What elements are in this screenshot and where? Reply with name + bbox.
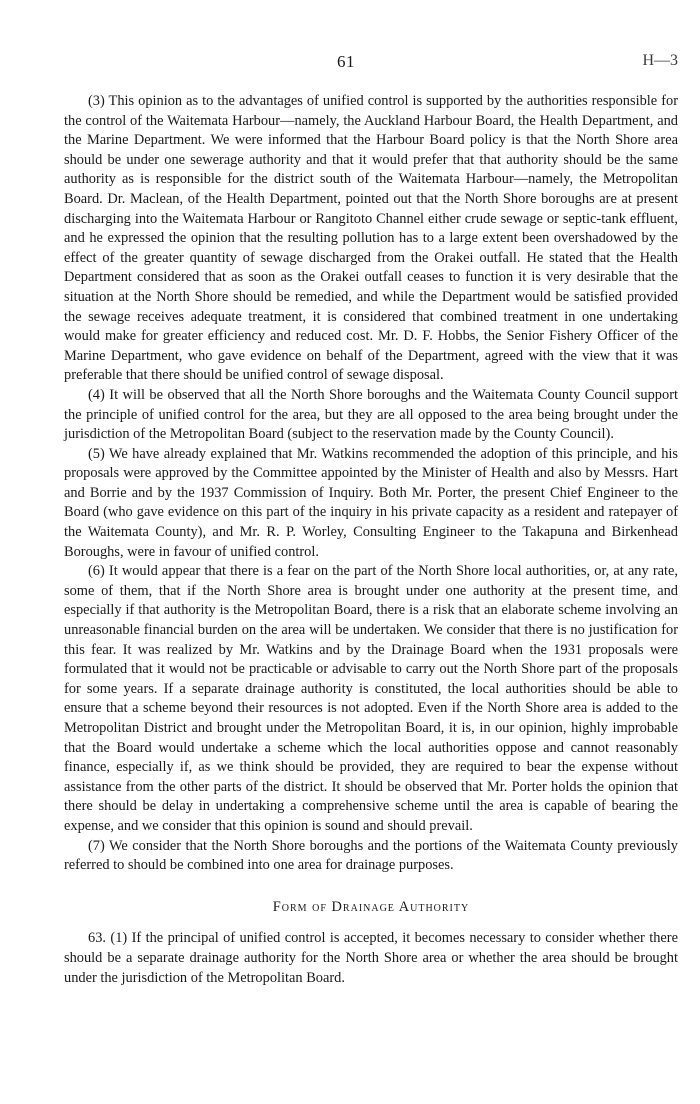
document-reference: H—3 (642, 52, 678, 69)
page-number: 61 (337, 52, 355, 71)
page-header (0, 52, 700, 72)
paragraph-3: (3) This opinion as to the advantages of unified control is supported by the authorities responsible for the control of the Waitemata Harbour—namely, the Auckland Harbour Board, the Health Department, and the Marine Department. We were informed that the Harbour Board policy is that the North Shore area should be under one sewerage authority and that it would prefer that that authority should be the same authority as is responsible for the district south of the Waitemata Harbour—namely, the Metropolitan Board. Dr. Maclean, of the Health Department, pointed out that the North Shore boroughs are at present discharging into the Waitemata Harbour or Rangitoto Channel either crude sewage or septic-tank effluent, and he expressed the opinion that the resulting pollution has to a large extent been overshadowed by the effect of the greater quantity of sewage discharged from the Orakei outfall. He stated that the Health Department considered that as soon as the Orakei outfall ceases to function it is very desirable that the situation at the North Shore should be remedied, and while the Department would be satisfied provided the sewage receives adequate treatment, it is considered that combined treatment in one undertaking would make for greater efficiency and reduced cost. Mr. D. F. Hobbs, the Senior Fishery Officer of the Marine Department, who gave evidence on behalf of the Department, agreed with the view that it was preferable that there should be unified control of sewage disposal. (64, 93, 678, 384)
section-heading: Form of Drainage Authority (272, 898, 470, 915)
paragraph-5: (5) We have already explained that Mr. Watkins recommended the adoption of this principle, and his proposals were approved by the Committee appointed by the Minister of Health and also by Messrs. Hart and Borrie and by the 1937 Commission of Inquiry. Both Mr. Porter, the present Chief Engineer to the Board (who gave evidence on this part of the inquiry in his private capacity as a resident and ratepayer of the Waitemata County), and Mr. R. P. Worley, Consulting Engineer to the Takapuna and Birkenhead Boroughs, were in favour of unified control. (64, 445, 678, 560)
paragraph-63-1: 63. (1) If the principal of unified control is accepted, it becomes necessary to consider whether there should be a separate drainage authority for the North Shore area or whether the area should be brought under the jurisdiction of the Metropolitan Board. (64, 930, 678, 986)
paragraph-6: (6) It would appear that there is a fear on the part of the North Shore local authorities, or, at any rate, some of them, that if the North Shore area is brought under one authority at the present time, and especially if that authority is the Metropolitan Board, there is a risk that an elaborate scheme involving an unreasonable financial burden on the area will be undertaken. We consider that there is no justification for this fear. It was realized by Mr. Watkins and by the Drainage Board when the 1931 proposals were formulated that it would not be practicable or advisable to carry out the North Shore part of the proposals for some years. If a separate drainage authority is constituted, the local authorities should be able to ensure that a scheme beyond their resources is not adopted. Even if the North Shore area is added to the Metropolitan District and brought under the Metropolitan Board, it is, in our opinion, highly improbable that the Board would undertake a scheme which the local authorities oppose and cannot reasonably finance, especially if, as we think should be provided, they are required to bear the expense without assistance from the other parts of the district. It should be observed that Mr. Porter holds the opinion that there should be delay in undertaking a comprehensive scheme until the area is capable of bearing the expense, and we consider that this opinion is sound and should prevail. (64, 563, 678, 834)
body-text (64, 92, 678, 988)
paragraph-4: (4) It will be observed that all the North Shore boroughs and the Waitemata County Council support the principle of unified control for the area, but they are all opposed to the area being brought under the jurisdiction of the Metropolitan Board (subject to the reservation made by the County Council). (64, 386, 678, 443)
paragraph-7: (7) We consider that the North Shore boroughs and the portions of the Waitemata County previously referred to should be combined into one area for drainage purposes. (64, 837, 678, 874)
